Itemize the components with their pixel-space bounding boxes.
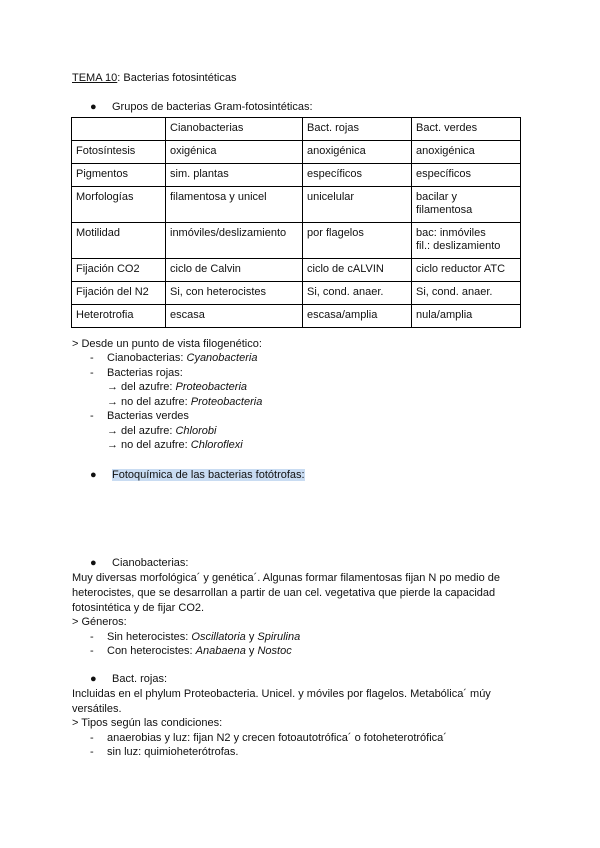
rojas-tipos: > Tipos según las condiciones: [72,717,223,729]
dash-marker: - [90,732,94,744]
bullet-bact-rojas: ● Bact. rojas: [90,673,168,685]
rojas-paragraph: Incluidas en el phylum Proteobacteria. Unicel. y móviles por flagelos. Metabólica´ múy versátiles. [72,688,491,715]
ciano-sin-heterocistes: Sin heterocistes: Oscillatoria y Spirulina [107,631,301,643]
dash-marker: - [90,631,94,643]
ciano-paragraph: Muy diversas morfológica´ y genética´. Algunas formar filamentosas fijan N po medio de heterocistes, que se desarrollan a partir de uan cel. vegetativa que pierde la capacidad fotosintética y de fijar CO2. [72,572,500,614]
filo-verdes-noazufre: → no del azufre: Chloroflexi [107,439,243,451]
page-title: TEMA 10: Bacterias fotosintéticas [72,72,237,84]
bullet-grupos: ● Grupos de bacterias Gram-fotosintéticas: [90,101,313,113]
dash-marker: - [90,352,94,364]
table-row: Fijación del N2 Si, con heterocistes Si, cond. anaer. Si, cond. anaer. [72,282,521,305]
dash-marker: - [90,367,94,379]
filo-ciano: Cianobacterias: Cyanobacteria [107,352,258,364]
table-row: Motilidad inmóviles/deslizamiento por flagelos bac: inmóviles fil.: deslizamiento [72,223,521,259]
rojas-tipo-2: sin luz: quimioheterótrofas. [107,746,239,758]
table-row: Morfologías filamentosa y unicel unicelular bacilar y filamentosa [72,187,521,223]
filo-intro: > Desde un punto de vista filogenético: [72,338,262,350]
filo-rojas-noazufre: → no del azufre: Proteobacteria [107,396,263,408]
filo-verdes: Bacterias verdes [107,410,189,422]
table-row: Fotosíntesis oxigénica anoxigénica anoxigénica [72,141,521,164]
filo-rojas-azufre: → del azufre: Proteobacteria [107,381,248,393]
bullet-cianobacterias: ● Cianobacterias: [90,557,189,569]
filo-rojas: Bacterias rojas: [107,367,183,379]
dash-marker: - [90,746,94,758]
table-row: Pigmentos sim. plantas específicos específicos [72,164,521,187]
ciano-con-heterocistes: Con heterocistes: Anabaena y Nostoc [107,645,292,657]
table-header-row: Cianobacterias Bact. rojas Bact. verdes [72,118,521,141]
dash-marker: - [90,410,94,422]
comparison-table [71,117,521,328]
rojas-tipo-1: anaerobias y luz: fijan N2 y crecen fotoautotrófica´ o fotoheterotrófica´ [107,732,447,744]
table-row: Fijación CO2 ciclo de Calvin ciclo de cALVIN ciclo reductor ATC [72,259,521,282]
filo-verdes-azufre: → del azufre: Chlorobi [107,425,217,437]
table-row: Heterotrofia escasa escasa/amplia nula/amplia [72,305,521,328]
ciano-generos: > Géneros: [72,616,127,628]
bullet-fotoquimica: ● Fotoquímica de las bacterias fotótrofas: [90,469,305,481]
dash-marker: - [90,645,94,657]
